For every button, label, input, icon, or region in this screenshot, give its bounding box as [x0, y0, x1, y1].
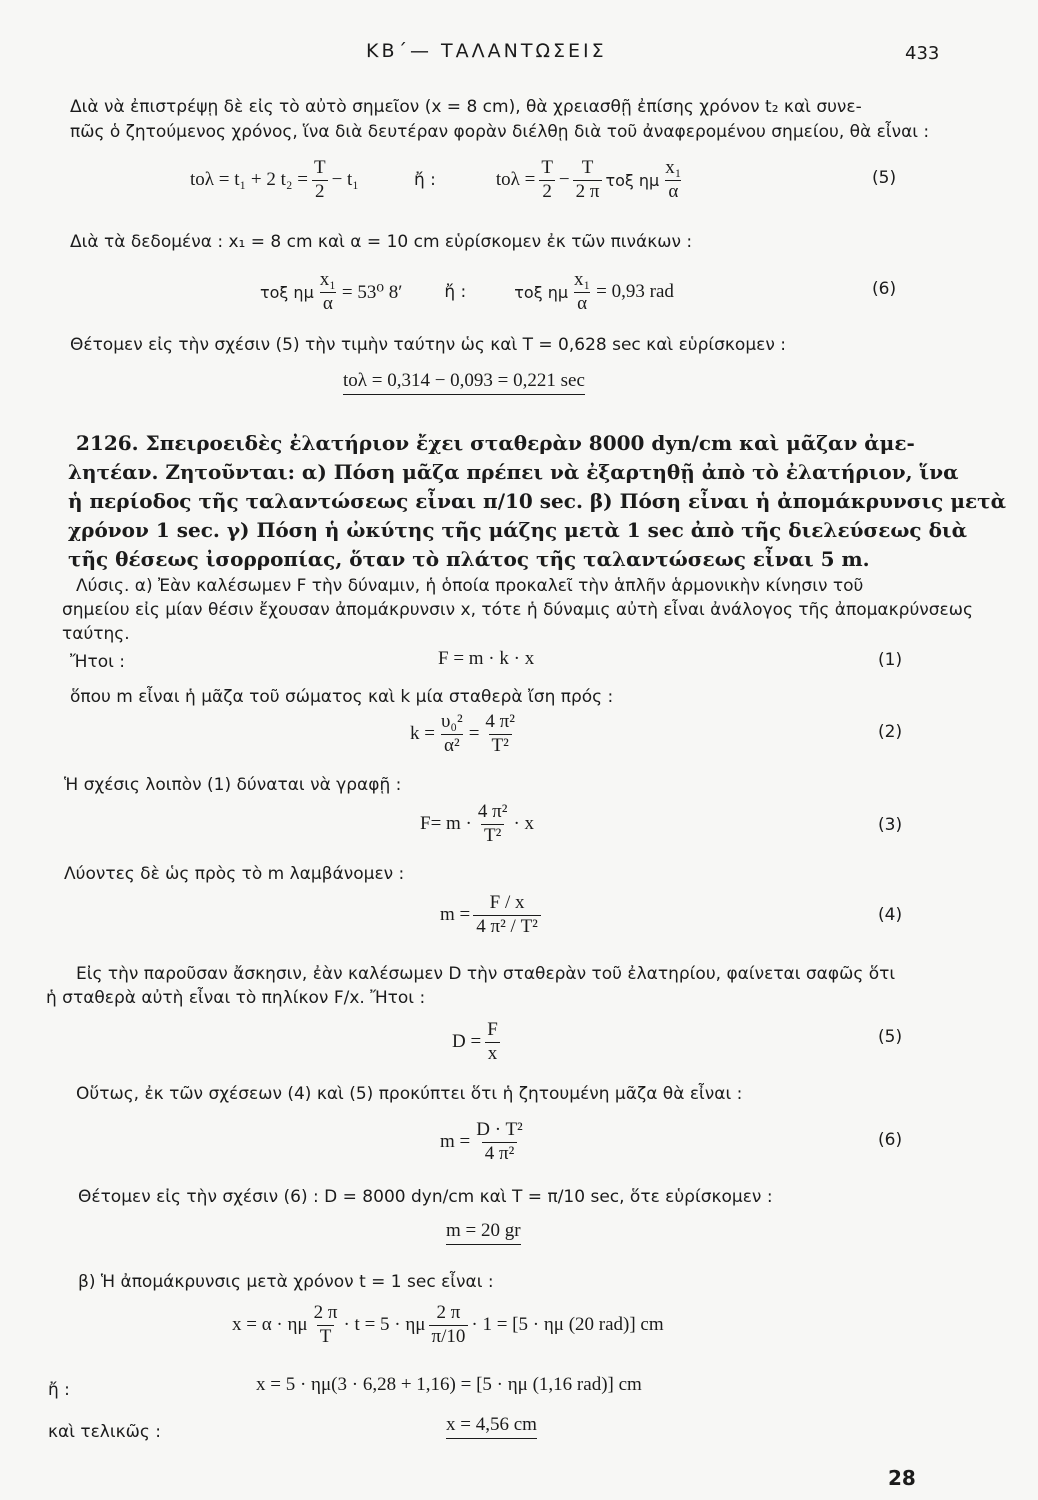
eq-lhs: F= m · [420, 813, 472, 835]
paragraph-line: Διὰ νὰ ἐπιστρέψῃ δὲ εἰς τὸ αὐτὸ σημεῖον (x = 8 cm), θὰ χρειασθῇ ἐπίσης χρόνον t₂ καὶ συνε- [70, 97, 862, 117]
or-word: ἤ : [444, 282, 467, 303]
paragraph-line: Λύοντες δὲ ὡς πρὸς τὸ m λαμβάνομεν : [64, 864, 405, 884]
problem-line: χρόνον 1 sec. γ) Πόση ἡ ὠκύτης τῆς μάζης μετὰ 1 sec ἀπὸ τῆς διελεύσεως διὰ [68, 518, 967, 542]
equation-number: (5) [872, 168, 897, 188]
fraction [573, 158, 603, 203]
eq-lhs: tολ = [495, 169, 536, 191]
fraction [484, 1020, 501, 1065]
equation-6a [260, 270, 674, 315]
equation-3 [420, 802, 534, 847]
denominator: α [320, 292, 336, 315]
equation-displacement [232, 1303, 664, 1348]
equation-6b [440, 1120, 529, 1165]
problem-line: λητέαν. Ζητοῦνται: α) Πόση μᾶζα πρέπει νὰ ἐξαρτηθῇ ἀπὸ τὸ ἐλατήριον, ἵνα [68, 460, 959, 484]
denominator: α [574, 292, 590, 315]
paragraph-line: πῶς ὁ ζητούμενος χρόνος, ἵνα διὰ δευτέραν φορὰν διέλθῃ διὰ τοῦ ἀναφερομένου σημείου, θὰ εἶναι : [70, 122, 930, 142]
denominator: π/10 [429, 1325, 469, 1348]
eq-term: · t = 5 · ημ [343, 1314, 426, 1336]
paragraph-line: Εἰς τὴν παροῦσαν ἄσκησιν, ἐὰν καλέσωμεν D τὴν σταθερὰν τοῦ ἐλατηρίου, φαίνεται σαφῶς ὅτι [76, 964, 896, 984]
denominator: x [485, 1042, 501, 1065]
fraction [311, 1303, 341, 1348]
paragraph-line: Λύσις. α) Ἐὰν καλέσωμεν F τὴν δύναμιν, ἡ ὁποία προκαλεῖ τὴν ἁπλῆν ἁρμονικὴν κίνησιν τοῦ [76, 576, 864, 596]
arcsin-label: τοξ ημ [605, 170, 660, 190]
numerator: 2 π [313, 1302, 338, 1323]
eq-lhs: k = [410, 723, 435, 745]
equation-number: (2) [878, 722, 903, 742]
denominator: 2 [539, 180, 555, 203]
label-or: ἤ : [48, 1380, 70, 1400]
numerator: 4 π² [477, 801, 508, 822]
numerator: x₁ [665, 157, 682, 178]
running-header-title: ΚΒ΄— ΤΑΛΑΝΤΩΣΕΙΣ [366, 40, 607, 62]
paragraph-line: Διὰ τὰ δεδομένα : x₁ = 8 cm καὶ α = 10 cm εὑρίσκομεν ἐκ τῶν πινάκων : [70, 232, 693, 252]
numerator: x₁ [319, 269, 336, 290]
equation-number: (4) [878, 905, 903, 925]
problem-line: 2126. Σπειροειδὲς ἐλατήριον ἔχει σταθερὰν 8000 dyn/cm καὶ μᾶζαν ἀμε- [76, 431, 915, 455]
arcsin-label: τοξ ημ [260, 282, 314, 302]
eq-lhs: m = [440, 1131, 471, 1153]
fraction [473, 893, 541, 938]
denominator: α [665, 180, 681, 203]
numerator: T [541, 157, 553, 178]
arcsin-label: τοξ ημ [514, 282, 569, 302]
numerator: T [313, 157, 326, 178]
result-underlined: x = 4,56 cm [446, 1414, 537, 1439]
numerator: F [487, 1019, 498, 1040]
numerator: F / x [489, 892, 525, 913]
equation-5 [190, 158, 687, 203]
denominator: T² [489, 734, 512, 757]
equation-number: (3) [878, 815, 903, 835]
equation-number: (6) [878, 1130, 903, 1150]
paragraph-line: Θέτομεν εἰς τὴν σχέσιν (5) τὴν τιμὴν ταύτην ὡς καὶ T = 0,628 sec καὶ εὑρίσκομεν : [70, 335, 786, 355]
paragraph-line: ταύτης. [62, 624, 130, 644]
paragraph-line: σημείου εἰς μίαν θέσιν ἔχουσαν ἀπομάκρυνσιν x, τότε ἡ δύναμις αὐτὴ εἶναι ἀνάλογος τῆς ἀπομακρύνσεως [62, 600, 973, 620]
eq-rhs: · x [513, 813, 535, 835]
paragraph-line: ἡ σταθερὰ αὐτὴ εἶναι τὸ πηλίκον F/x. Ἤτοι : [46, 988, 426, 1008]
equation-displacement-2: x = 5 · ημ(3 · 6,28 + 1,16) = [5 · ημ (1,16 rad)] cm [256, 1374, 642, 1395]
paragraph-line: Θέτομεν εἰς τὴν σχέσιν (6) : D = 8000 dyn/cm καὶ T = π/10 sec, ὅτε εὑρίσκομεν : [78, 1187, 773, 1207]
label-final: καὶ τελικῶς : [48, 1422, 161, 1442]
denominator: 4 π² / T² [473, 915, 541, 938]
numerator: υ₀² [440, 711, 463, 732]
denominator: 2 [312, 180, 328, 203]
fraction [482, 712, 518, 757]
equation-number: (1) [878, 650, 903, 670]
denominator: T [317, 1325, 335, 1348]
equation-5b [452, 1020, 504, 1065]
numerator: x₁ [574, 269, 591, 290]
eq-term: · 1 = [5 · ημ (20 rad)] cm [471, 1314, 664, 1336]
eq-lhs: D = [452, 1031, 482, 1053]
eq-value: = 0,93 rad [596, 281, 674, 303]
equation-number: (6) [872, 279, 897, 299]
equation-1: F = m · k · x [438, 648, 535, 669]
problem-line: ἡ περίοδος τῆς ταλαντώσεως εἶναι π/10 sec. β) Πόση εἶναι ἡ ἀπομάκρυνσις μετὰ [68, 489, 1006, 513]
fraction [475, 802, 511, 847]
paragraph-line: ὅπου m εἶναι ἡ μᾶζα τοῦ σώματος καὶ k μία σταθερὰ ἴση πρός : [70, 687, 614, 707]
eq-term: x = α · ημ [232, 1314, 308, 1336]
equation-2 [410, 712, 521, 757]
numerator: 2 π [436, 1302, 461, 1323]
fraction [662, 158, 684, 203]
fraction [571, 270, 593, 315]
eq-term: − t₁ [331, 169, 359, 191]
denominator: α² [441, 734, 463, 757]
or-word: ἤ : [413, 170, 436, 191]
equation-number: (5) [878, 1027, 903, 1047]
numerator: D · T² [476, 1119, 523, 1140]
problem-line: τῆς θέσεως ἰσορροπίας, ὅταν τὸ πλάτος τῆς ταλαντώσεως εἶναι 5 m. [68, 547, 870, 571]
equals: = [468, 723, 480, 745]
page-number: 433 [905, 43, 940, 64]
numerator: 4 π² [485, 711, 515, 732]
eq-lhs: tολ = t₁ + 2 t₂ = [190, 169, 308, 191]
eq-lhs: m = [440, 904, 471, 926]
fraction [438, 712, 466, 757]
denominator: 4 π² [482, 1142, 518, 1165]
footer-signature-number: 28 [888, 1466, 916, 1490]
numerator: T [581, 157, 594, 178]
fraction [429, 1303, 469, 1348]
paragraph-line: Οὕτως, ἐκ τῶν σχέσεων (4) καὶ (5) προκύπτει ὅτι ἡ ζητουμένη μᾶζα θὰ εἶναι : [76, 1084, 743, 1104]
denominator: T² [481, 824, 504, 847]
fraction [538, 158, 556, 203]
denominator: 2 π [573, 180, 603, 203]
equation-4 [440, 893, 544, 938]
fraction [317, 270, 339, 315]
paragraph-line: Ἡ σχέσις λοιπὸν (1) δύναται νὰ γραφῇ : [64, 775, 402, 795]
fraction [473, 1120, 526, 1165]
result-underlined: tολ = 0,314 − 0,093 = 0,221 sec [343, 370, 585, 395]
eq-value: = 53⁰ 8′ [341, 281, 403, 303]
fraction [311, 158, 329, 203]
label-itoi: Ἤτοι : [70, 652, 125, 672]
result-underlined: m = 20 gr [446, 1220, 521, 1245]
paragraph-line: β) Ἡ ἀπομάκρυνσις μετὰ χρόνον t = 1 sec εἶναι : [78, 1272, 494, 1292]
minus: − [558, 169, 570, 191]
